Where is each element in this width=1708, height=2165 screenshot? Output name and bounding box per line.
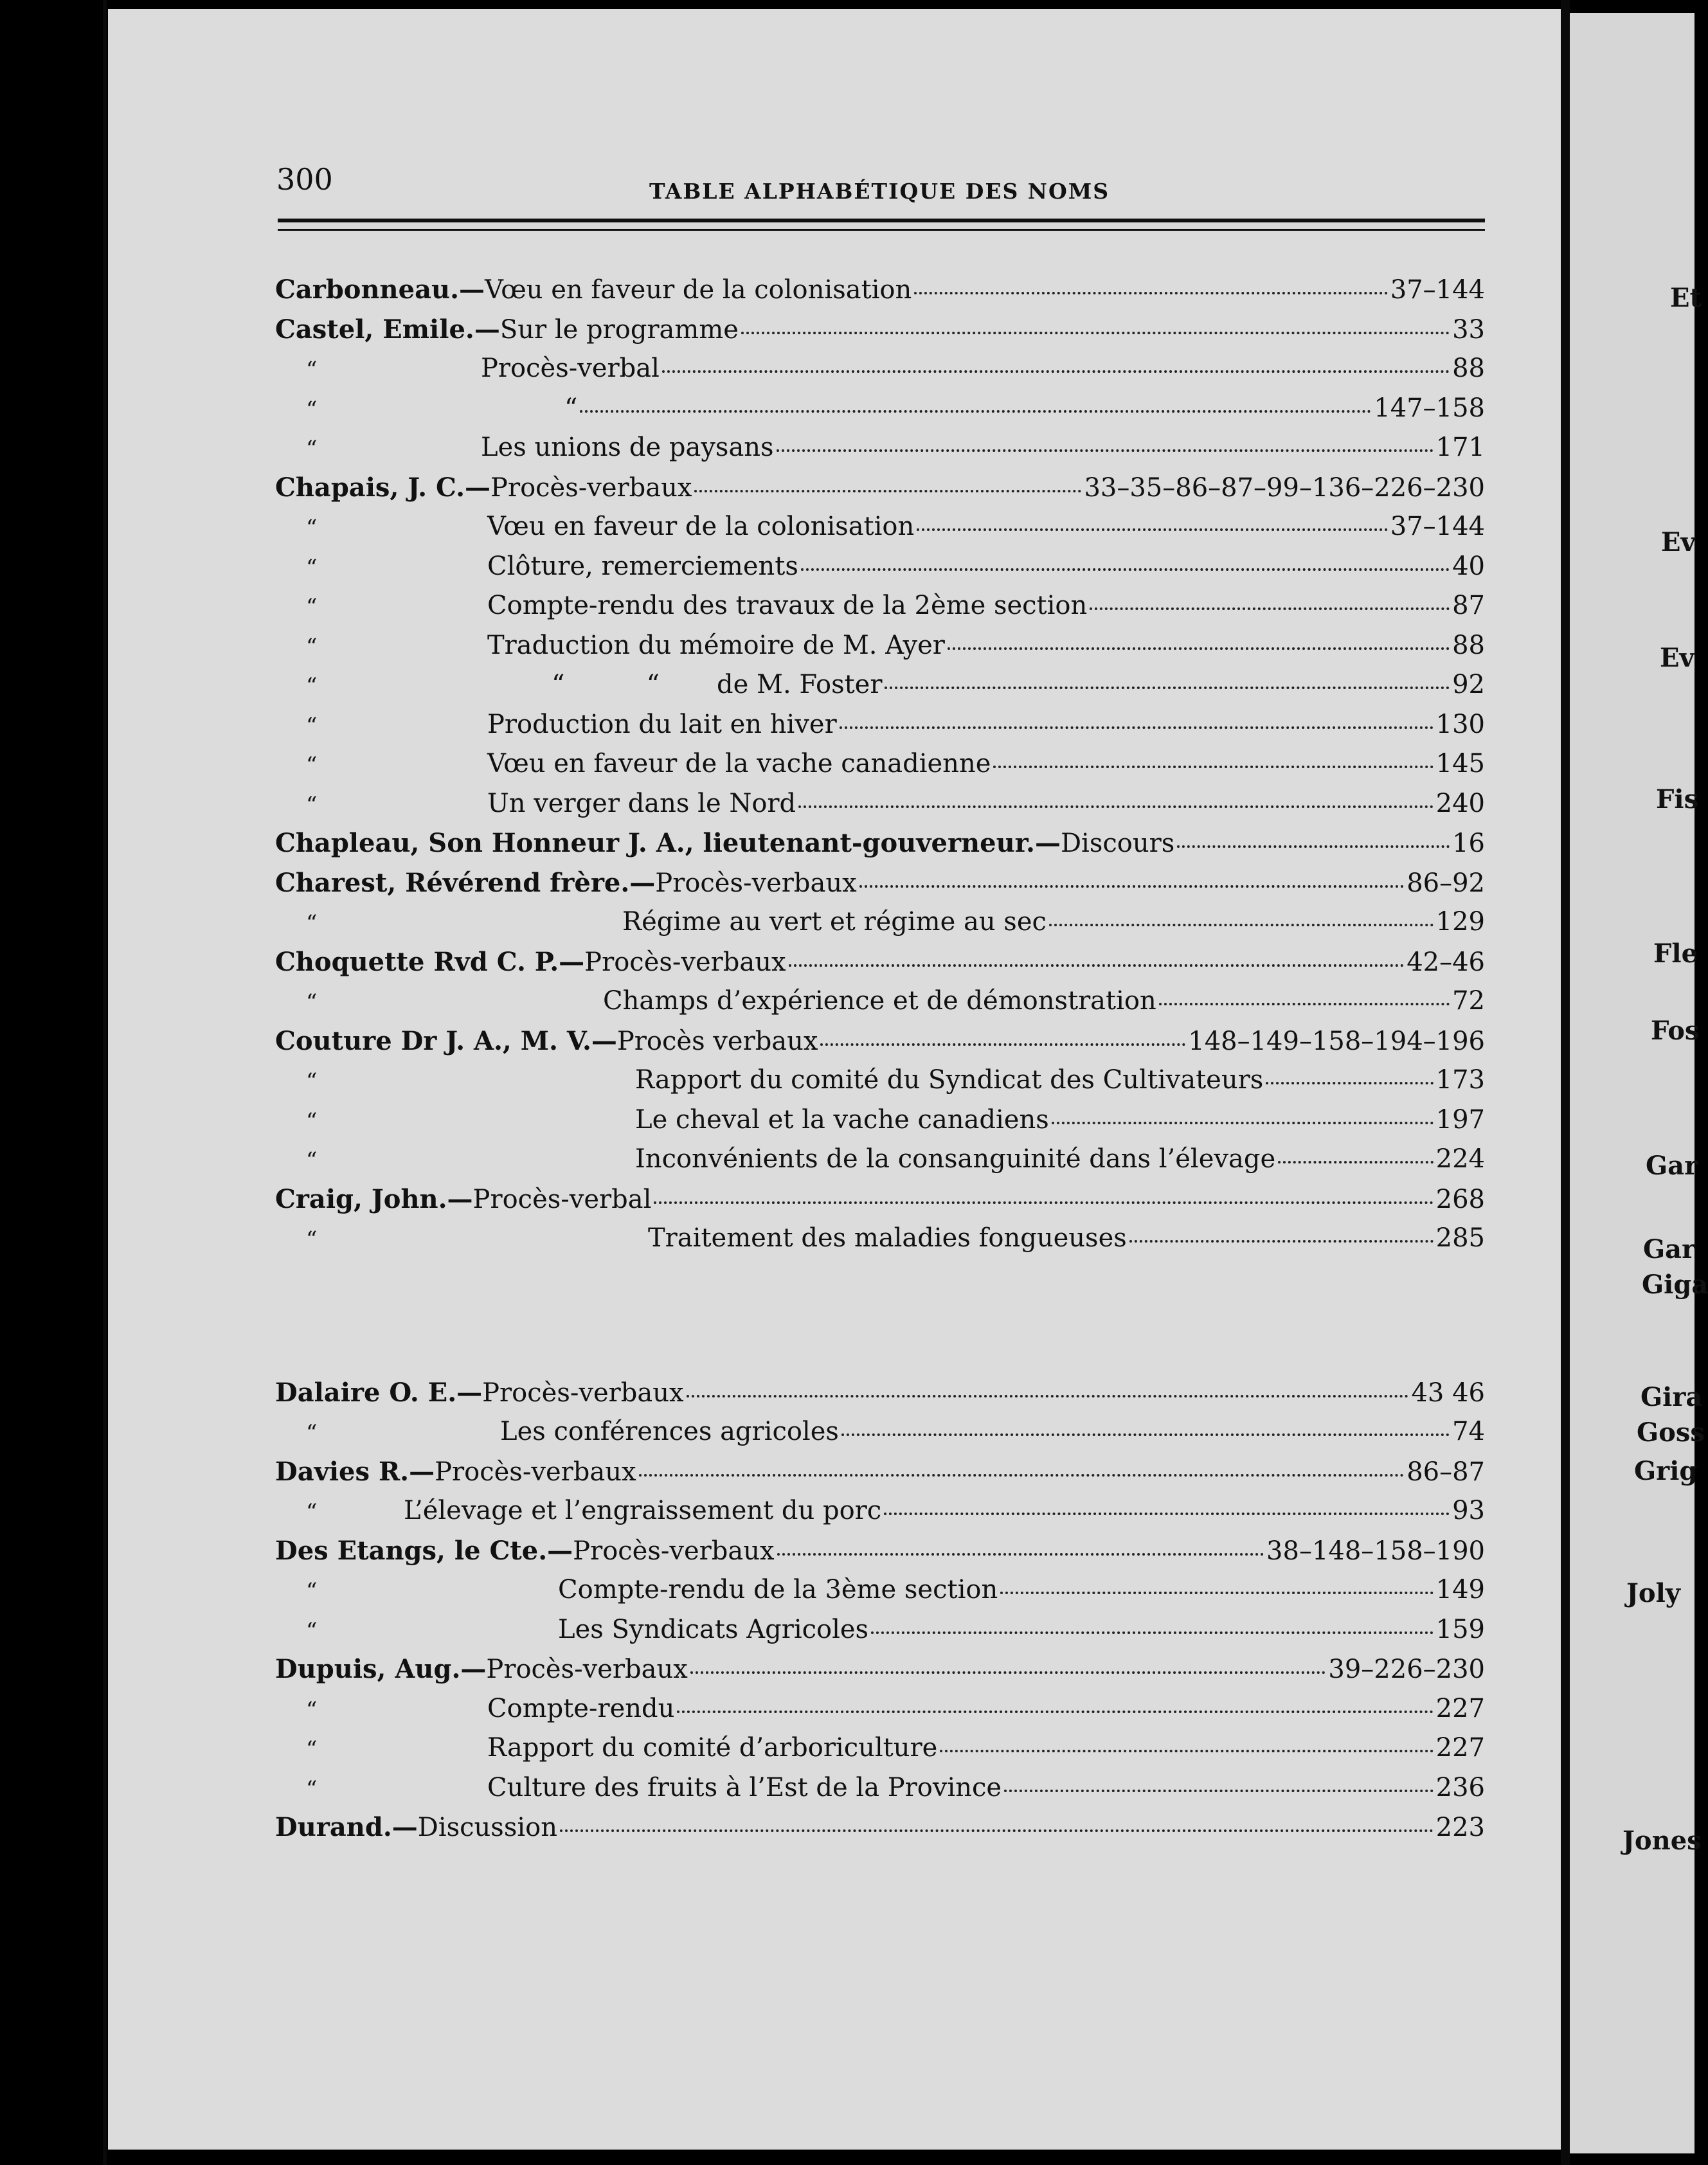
entry-subject: L’élevage et l’engraissement du porc <box>404 1496 882 1525</box>
dot-leader <box>993 760 1433 768</box>
entry-pages: 147–158 <box>1374 393 1485 423</box>
dot-leader <box>840 721 1434 729</box>
ditto-mark: “ <box>306 910 318 936</box>
index-entry <box>275 468 1485 508</box>
entry-subject: Procès-verbaux <box>435 1457 636 1487</box>
entry-subject: Production du lait en hiver <box>487 709 837 739</box>
entry-subject: Les conférences agricoles <box>500 1417 839 1446</box>
ditto-mark: “ <box>306 1147 318 1173</box>
dot-leader <box>1278 1156 1434 1163</box>
ditto-mark: “ <box>306 1736 318 1762</box>
dot-leader <box>940 1745 1433 1752</box>
entry-pages: 236 <box>1435 1772 1485 1802</box>
dot-leader <box>580 405 1371 413</box>
index-entry <box>275 586 1485 626</box>
facing-page-word-fragment: Et <box>1670 283 1702 313</box>
entry-pages: 171 <box>1435 433 1485 462</box>
ditto-mark: “ <box>306 633 318 660</box>
entry-subject: Procès-verbaux <box>482 1378 684 1408</box>
ditto-mark: “ <box>306 752 318 778</box>
entry-pages: 38–148–158–190 <box>1266 1536 1485 1566</box>
index-entry <box>275 1729 1485 1768</box>
ditto-mark: “ <box>306 515 318 541</box>
dot-leader <box>820 1038 1185 1046</box>
index-entry <box>275 1808 1485 1847</box>
name-separator: — <box>447 1183 473 1214</box>
entry-pages: 86–92 <box>1407 868 1485 898</box>
facing-page-word-fragment: Goss <box>1637 1417 1705 1448</box>
entry-pages: 197 <box>1435 1104 1485 1135</box>
index-entry <box>275 1140 1485 1180</box>
entry-subject: Régime au vert et régime au sec <box>622 907 1047 937</box>
index-entry <box>275 705 1485 745</box>
name-separator: — <box>591 1025 617 1056</box>
name-separator: — <box>547 1535 573 1566</box>
entry-pages: 43 46 <box>1411 1378 1485 1408</box>
dot-leader <box>1266 1077 1433 1084</box>
entry-subject: Rapport du comité du Syndicat des Cultivateurs <box>635 1065 1264 1095</box>
entry-name: Des Etangs, le Cte. <box>275 1535 548 1566</box>
entry-subject: Compte-rendu <box>487 1693 675 1723</box>
entry-pages: 74 <box>1452 1417 1485 1446</box>
dot-leader <box>741 327 1450 334</box>
index-entry <box>275 547 1485 587</box>
entry-name: Choquette Rvd C. P. <box>275 946 559 977</box>
entry-name: Castel, Emile. <box>275 314 474 345</box>
dot-leader <box>1049 919 1434 926</box>
entry-subject: “ “ de M. Foster <box>552 670 883 699</box>
index-entry <box>275 1610 1485 1650</box>
index-entry <box>275 389 1485 429</box>
entry-subject: Procès-verbaux <box>490 472 692 503</box>
name-separator: — <box>459 274 485 305</box>
dot-leader <box>690 1666 1326 1674</box>
dot-leader <box>798 800 1434 808</box>
entry-subject: Traduction du mémoire de M. Ayer <box>487 630 945 660</box>
name-separator: — <box>391 1812 418 1842</box>
dot-leader <box>1004 1784 1434 1792</box>
name-index-list <box>275 270 1485 1847</box>
index-entry <box>275 1373 1485 1413</box>
name-separator: — <box>460 1654 487 1684</box>
page-number: 300 <box>276 162 333 197</box>
index-entry <box>275 1531 1485 1571</box>
entry-subject: Culture des fruits à l’Est de la Province <box>487 1772 1002 1802</box>
dot-leader <box>687 1390 1409 1397</box>
entry-subject: Procès verbaux <box>616 1026 818 1056</box>
ditto-mark: “ <box>306 1226 318 1252</box>
facing-page-word-fragment: Ev <box>1660 643 1695 673</box>
entry-subject: Procès-verbaux <box>655 868 857 898</box>
entry-subject: Discours <box>1060 829 1175 858</box>
ditto-mark: “ <box>306 1068 318 1094</box>
index-entry <box>275 1689 1485 1729</box>
entry-pages: 224 <box>1435 1144 1485 1174</box>
dot-leader <box>948 642 1450 650</box>
index-entry <box>275 784 1485 824</box>
entry-pages: 227 <box>1435 1733 1485 1763</box>
entry-pages: 37–144 <box>1390 275 1485 305</box>
ditto-mark: “ <box>306 436 318 462</box>
ditto-mark: “ <box>306 1420 318 1446</box>
entry-subject: Les Syndicats Agricoles <box>558 1614 869 1644</box>
facing-page-word-fragment: Gar <box>1643 1234 1696 1264</box>
dot-leader <box>1052 1117 1434 1124</box>
ditto-mark: “ <box>306 1578 318 1604</box>
entry-name: Dupuis, Aug. <box>275 1654 461 1684</box>
ditto-mark: “ <box>306 357 318 382</box>
dot-leader <box>1000 1586 1433 1594</box>
entry-subject: Procès-verbaux <box>573 1536 775 1566</box>
entry-pages: 285 <box>1435 1223 1485 1253</box>
entry-subject: Sur le programme <box>499 314 739 345</box>
ditto-mark: “ <box>306 791 318 818</box>
index-entry <box>275 310 1485 350</box>
index-entry <box>275 626 1485 666</box>
dot-leader <box>801 563 1450 571</box>
ditto-mark: “ <box>306 989 318 1015</box>
entry-pages: 33–35–86–87–99–136–226–230 <box>1084 472 1485 503</box>
entry-name: Dalaire O. E. <box>275 1377 457 1408</box>
dot-leader <box>1159 998 1450 1005</box>
dot-leader <box>1177 840 1450 848</box>
facing-page-word-fragment: Fos <box>1651 1016 1700 1046</box>
entry-name: Charest, Révérend frère. <box>275 867 630 898</box>
ditto-mark: “ <box>306 594 318 620</box>
entry-subject: Procès-verbal <box>472 1184 652 1214</box>
name-separator: — <box>409 1456 435 1487</box>
page-gutter <box>1561 0 1570 2165</box>
index-entry <box>275 1061 1485 1100</box>
index-entry <box>275 1768 1485 1808</box>
ditto-mark: “ <box>306 1696 318 1723</box>
entry-pages: 268 <box>1435 1184 1485 1214</box>
ditto-mark: “ <box>306 1617 318 1644</box>
facing-page-word-fragment: Jones <box>1623 1826 1702 1856</box>
name-separator: — <box>629 867 656 898</box>
entry-subject: Procès-verbaux <box>584 947 786 977</box>
entry-pages: 16 <box>1452 829 1485 858</box>
entry-subject: Procès-verbal <box>481 354 660 383</box>
index-entry <box>275 1452 1485 1492</box>
index-entry <box>275 903 1485 942</box>
index-entry <box>275 507 1485 547</box>
index-entry <box>275 863 1485 903</box>
ditto-mark: “ <box>306 396 318 422</box>
dot-leader <box>654 1196 1433 1204</box>
entry-pages: 33 <box>1452 314 1485 345</box>
index-entry <box>275 349 1485 389</box>
ditto-mark: “ <box>306 554 318 580</box>
entry-pages: 40 <box>1452 551 1485 581</box>
entry-pages: 240 <box>1435 788 1485 818</box>
entry-pages: 227 <box>1435 1693 1485 1723</box>
entry-pages: 86–87 <box>1407 1457 1485 1487</box>
entry-pages: 129 <box>1435 907 1485 937</box>
dot-leader <box>914 287 1387 294</box>
dot-leader <box>917 523 1387 531</box>
entry-subject: Compte-rendu des travaux de la 2ème section <box>487 591 1088 620</box>
entry-name: Chapais, J. C. <box>275 472 465 503</box>
entry-pages: 87 <box>1452 591 1485 620</box>
entry-pages: 93 <box>1452 1496 1485 1525</box>
dot-leader <box>777 1548 1264 1556</box>
index-entry <box>275 428 1485 468</box>
entry-subject: Rapport du comité d’arboriculture <box>487 1733 938 1763</box>
dot-leader <box>1129 1235 1434 1243</box>
entry-subject: Les unions de paysans <box>481 433 774 462</box>
name-separator: — <box>1034 828 1061 858</box>
entry-pages: 145 <box>1435 749 1485 778</box>
entry-pages: 149 <box>1435 1575 1485 1604</box>
index-entry <box>275 744 1485 784</box>
entry-pages: 37–144 <box>1390 512 1485 541</box>
ditto-mark: “ <box>306 1775 318 1802</box>
facing-page-word-fragment: Fis <box>1656 784 1699 814</box>
entry-subject: Le cheval et la vache canadiens <box>635 1104 1049 1135</box>
entry-pages: 223 <box>1435 1813 1485 1842</box>
entry-pages: 42–46 <box>1407 947 1485 977</box>
left-page-edge <box>103 0 107 2165</box>
entry-subject: Un verger dans le Nord <box>487 788 796 818</box>
dot-leader <box>789 959 1405 967</box>
entry-name: Davies R. <box>275 1456 409 1487</box>
entry-name: Carbonneau. <box>275 274 460 305</box>
entry-subject: Inconvénients de la consanguinité dans l’élevage <box>635 1144 1276 1174</box>
index-entry <box>275 982 1485 1021</box>
dot-leader <box>884 1507 1450 1515</box>
entry-pages: 148–149–158–194–196 <box>1188 1026 1485 1056</box>
facing-page-word-fragment: Ev <box>1661 527 1696 557</box>
entry-subject: Vœu en faveur de la colonisation <box>485 275 912 305</box>
entry-pages: 39–226–230 <box>1328 1655 1485 1684</box>
ditto-mark: “ <box>306 1499 318 1525</box>
ditto-mark: “ <box>306 673 318 699</box>
entry-subject: Vœu en faveur de la colonisation <box>487 512 915 541</box>
facing-page-word-fragment: Fle <box>1653 939 1698 969</box>
entry-subject: Traitement des maladies fongueuses <box>648 1223 1127 1253</box>
entry-subject: Compte-rendu de la 3ème section <box>558 1575 998 1604</box>
index-entry <box>275 1570 1485 1610</box>
entry-pages: 92 <box>1452 670 1485 699</box>
entry-pages: 173 <box>1435 1065 1485 1095</box>
index-entry <box>275 1180 1485 1219</box>
index-entry <box>275 942 1485 982</box>
dot-leader <box>1090 602 1450 610</box>
dot-leader <box>859 880 1405 888</box>
name-separator: — <box>474 314 500 345</box>
entry-pages: 159 <box>1435 1614 1485 1644</box>
facing-page-word-fragment: Grig <box>1634 1456 1698 1486</box>
running-title: TABLE ALPHABÉTIQUE DES NOMS <box>649 179 1110 204</box>
index-entry <box>275 1100 1485 1140</box>
dot-leader <box>871 1626 1434 1634</box>
facing-page-word-fragment: Gira <box>1641 1382 1703 1412</box>
index-entry <box>275 665 1485 705</box>
dot-leader <box>662 365 1450 373</box>
entry-name: Couture Dr J. A., M. V. <box>275 1025 591 1056</box>
entry-subject: “ <box>564 393 578 423</box>
entry-subject: Champs d’expérience et de démonstration <box>603 986 1156 1016</box>
entry-pages: 130 <box>1435 709 1485 739</box>
entry-subject: Vœu en faveur de la vache canadienne <box>487 749 991 778</box>
index-entry <box>275 823 1485 863</box>
entry-pages: 72 <box>1452 986 1485 1016</box>
facing-page-word-fragment: Joly <box>1626 1578 1681 1608</box>
entry-subject: Discussion <box>417 1813 557 1842</box>
index-entry <box>275 1491 1485 1531</box>
index-entry <box>275 270 1485 310</box>
dot-leader <box>885 681 1450 689</box>
dot-leader <box>841 1428 1450 1436</box>
name-separator: — <box>559 946 585 977</box>
dot-leader <box>677 1705 1433 1713</box>
entry-name: Durand. <box>275 1812 392 1842</box>
header-rule-thin <box>278 229 1485 231</box>
facing-page-word-fragment: Giga <box>1642 1270 1708 1300</box>
ditto-mark: “ <box>306 1108 318 1134</box>
index-entry <box>275 1649 1485 1689</box>
entry-pages: 88 <box>1452 630 1485 660</box>
dot-leader <box>694 485 1081 492</box>
name-separator: — <box>465 472 491 503</box>
entry-subject: Procès-verbaux <box>486 1655 688 1684</box>
header-rule-thick <box>278 219 1485 222</box>
index-entry <box>275 1021 1485 1061</box>
entry-name: Craig, John. <box>275 1183 447 1214</box>
dot-leader <box>777 444 1434 452</box>
index-entry <box>275 1219 1485 1259</box>
index-entry <box>275 1412 1485 1452</box>
entry-name: Chapleau, Son Honneur J. A., lieutenant-gouverneur. <box>275 828 1035 858</box>
dot-leader <box>639 1469 1405 1477</box>
dot-leader <box>560 1824 1434 1832</box>
entry-pages: 88 <box>1452 354 1485 383</box>
ditto-mark: “ <box>306 712 318 739</box>
name-separator: — <box>456 1377 483 1408</box>
entry-subject: Clôture, remerciements <box>487 551 798 581</box>
facing-page-word-fragment: Gar <box>1646 1151 1698 1181</box>
